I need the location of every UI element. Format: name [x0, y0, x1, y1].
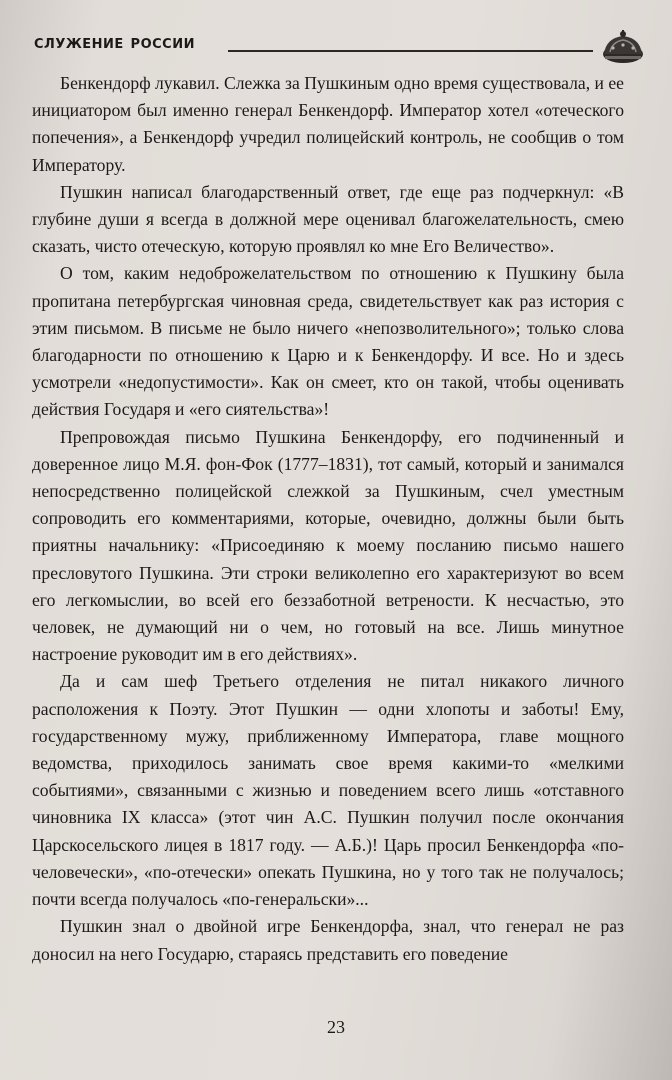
crown-icon: [598, 30, 648, 64]
header-title: служение россии: [34, 32, 195, 53]
header-rule: [228, 50, 593, 52]
paragraph: О том, каким недоброжелательством по отношению к Пушкину была пропитана петербургская чиновная среда, свидетельствует как раз история с этим письмом. В письме не было ничего «непозволительного»; только слова благодарности по отношению к Царю и к Бенкендорфу. И все. Но и здесь усмотрели «недопустимости». Как он смеет, кто он такой, чтобы оценивать действия Государя и «его сиятельства»!: [32, 263, 624, 420]
body-text: [32, 70, 624, 968]
paragraph: Да и сам шеф Третьего отделения не питал никакого личного расположения к Поэту. Этот Пушкин — одни хлопоты и заботы! Ему, государственному мужу, приближенному Императора, главе мощного ведомства, приходилось занимать свое время какими-то «мелкими событиями», связанными с жизнью и поведением всего лишь «отставного чиновника IX класса» (этот чин А.С. Пушкин получил после окончания Царскосельского лицея в 1817 году. — А.Б.)! Царь просил Бенкендорфа «по-человечески», «по-отечески» опекать Пушкина, но у того так не получалось; почти всегда получалось «по-генеральски»...: [32, 671, 624, 910]
running-header: [28, 30, 628, 64]
paragraph: Бенкендорф лукавил. Слежка за Пушкиным одно время существовала, и ее инициатором был именно генерал Бенкендорф. Император хотел «отеческого попечения», а Бенкендорф учредил полицейский контроль, не сообщив о том Императору.: [32, 73, 624, 175]
paragraph: Пушкин написал благодарственный ответ, где еще раз подчеркнул: «В глубине души я всегда в должной мере оценивал благожелательность, смею сказать, чисто отеческую, которую проявлял ко мне Его Величество».: [32, 181, 624, 257]
paragraph: Пушкин знал о двойной игре Бенкендорфа, знал, что генерал не раз доносил на него Государю, стараясь представить его поведение: [32, 916, 624, 964]
page-number: 23: [327, 1017, 345, 1037]
paragraph: Препровождая письмо Пушкина Бенкендорфу, его подчиненный и доверенное лицо М.Я. фон-Фок (1777–1831), тот самый, который и занимался непосредственно полицейской слежкой за Пушкиным, счел уместным сопроводить его комментариями, которые, очевидно, должны были быть приятны начальнику: «Присоединяю к моему посланию письмо нашего пресловутого Пушкина. Эти строки великолепно его характеризуют во всем его легкомыслии, во всей его беззаботной ветрености. К несчастью, это человек, не думающий ни о чем, но готовый на все. Лишь минутное настроение руководит им в его действиях».: [32, 426, 624, 665]
